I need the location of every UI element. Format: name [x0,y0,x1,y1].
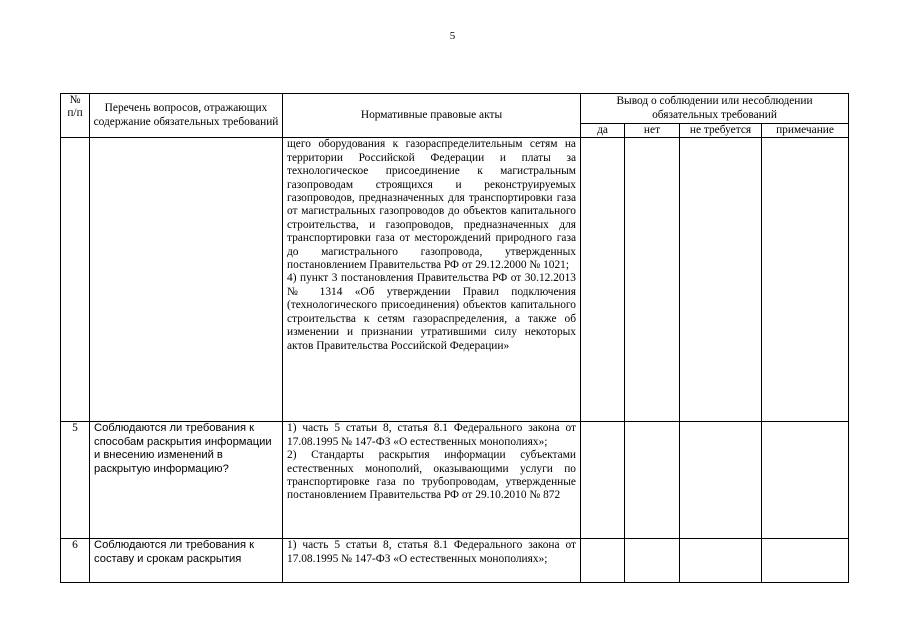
header-note: примечание [762,124,849,138]
cell-note [762,138,849,422]
cell-yes [581,138,625,422]
cell-yes [581,422,625,539]
act-item: 2) Стандарты раскрытия информации субъектами естественных монополий, оказывающими услуги по транспортировке газа по трубопроводам, утвержденные постановлением Правительства РФ от 29.10.2010 № 872 [287,449,576,502]
header-conclusion: Вывод о соблюдении или несоблюдении обязательных требований [581,94,849,124]
row-acts [283,138,581,422]
header-number: № п/п [61,94,90,138]
cell-not-required [680,422,762,539]
row-acts [283,539,581,583]
cell-no [625,539,680,583]
cell-note [762,539,849,583]
act-item: 1) часть 5 статьи 8, статья 8.1 Федерального закона от 17.08.1995 № 147-ФЗ «О естественных монополиях»; [287,422,576,448]
act-item: 4) пункт 3 постановления Правительства РФ от 30.12.2013 № 1314 «Об утверждении Правил подключения (технологического присоединения) объектов капитального строительства к сетям газораспределения, а также об изменении и признании утратившими силу некоторых актов Правительства Российской Федерации» [287,272,576,352]
row-acts [283,422,581,539]
header-not-required: не требуется [680,124,762,138]
row-number: 5 [61,422,90,539]
cell-yes [581,539,625,583]
cell-no [625,422,680,539]
header-yes: да [581,124,625,138]
row-question [90,138,283,422]
row-question: Соблюдаются ли требования к способам раскрытия информации и внесению изменений в раскрытую информацию? [90,422,283,539]
header-acts: Нормативные правовые акты [283,94,581,138]
cell-no [625,138,680,422]
row-number [61,138,90,422]
table-row [61,138,849,422]
row-number: 6 [61,539,90,583]
page-number: 5 [449,30,456,42]
cell-note [762,422,849,539]
header-questions: Перечень вопросов, отражающих содержание обязательных требований [90,94,283,138]
cell-not-required [680,138,762,422]
act-item: щего оборудования к газораспределительным сетям на территории Российской Федерации и платы за технологическое присоединение к магистральным газопроводам строящихся и реконструируемых газопроводов, предназначенных для транспортировки газа от магистральных газопроводов до объектов капитального строительства, и газопроводов, предназначенных для транспортировки газа от месторождений природного газа до магистрального газопровода, утвержденных постановлением Правительства РФ от 29.12.2000 № 1021; [287,138,576,272]
act-item: 1) часть 5 статьи 8, статья 8.1 Федерального закона от 17.08.1995 № 147-ФЗ «О естественных монополиях»; [287,539,576,565]
row-question: Соблюдаются ли требования к составу и срокам раскрытия [90,539,283,583]
header-no: нет [625,124,680,138]
requirements-table [60,93,849,583]
table-row [61,422,849,539]
cell-not-required [680,539,762,583]
table-row [61,539,849,583]
